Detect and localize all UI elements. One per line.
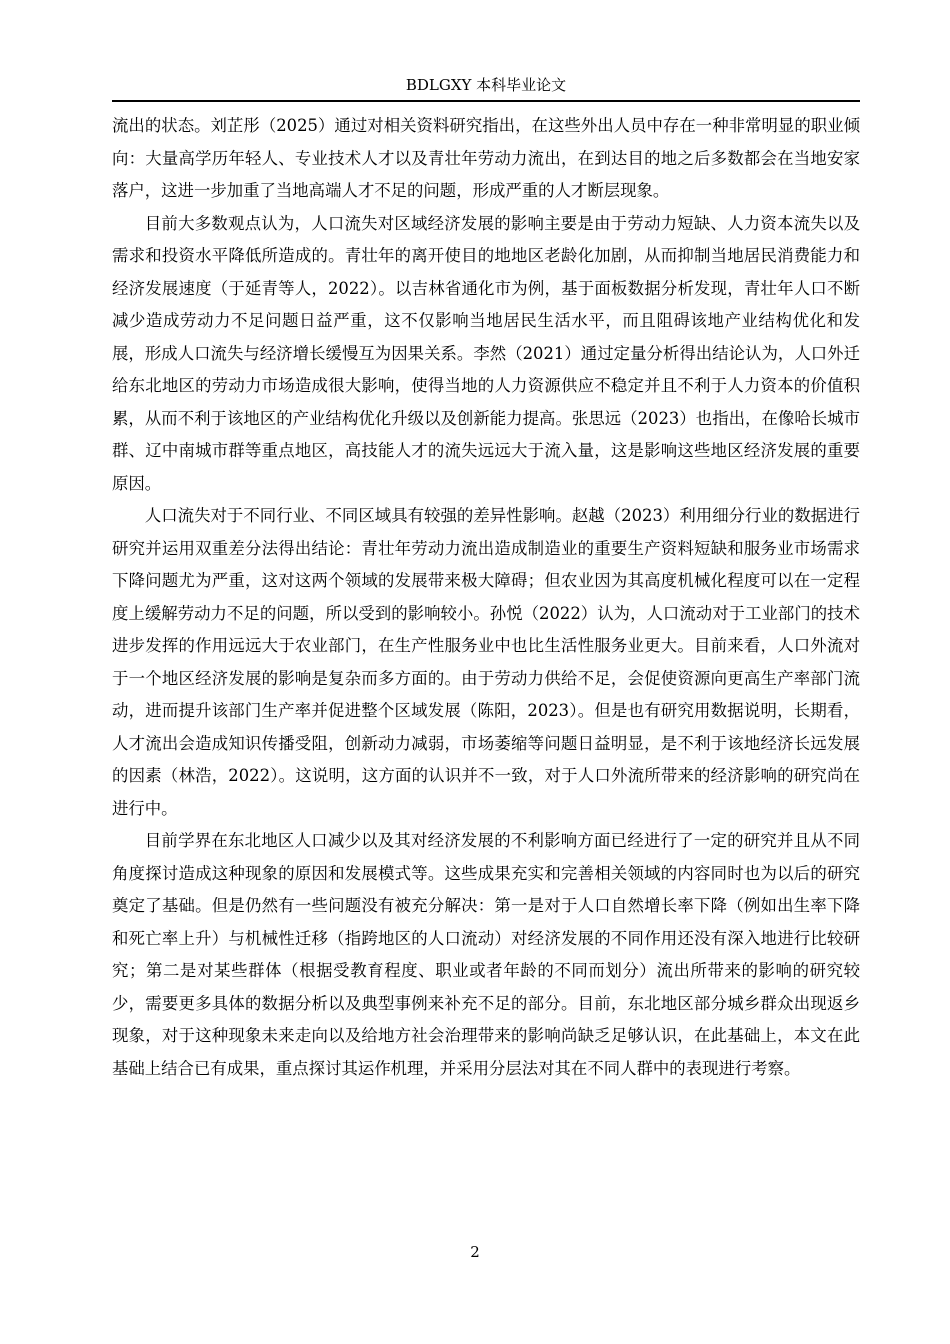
paragraph: 人口流失对于不同行业、不同区域具有较强的差异性影响。赵越（2023）利用细分行业的数据进行研究并运用双重差分法得出结论：青壮年劳动力流出造成制造业的重要生产资料短缺和服务业市场需求下降问题尤为严重，这对这两个领域的发展带来极大障碍；但农业因为其高度机械化程度可以在一定程度上缓解劳动力不足的问题，所以受到的影响较小。孙悦（2022）认为，人口流动对于工业部门的技术进步发挥的作用远远大于农业部门，在生产性服务业中也比生活性服务业更大。目前来看，人口外流对于一个地区经济发展的影响是复杂而多方面的。由于劳动力供给不足，会促使资源向更高生产率部门流动，进而提升该部门生产率并促进整个区域发展（陈阳，2023）。但是也有研究用数据说明，长期看，人才流出会造成知识传播受阻，创新动力减弱，市场萎缩等问题日益明显，是不利于该地经济长远发展的因素（林浩，2022）。这说明，这方面的认识并不一致，对于人口外流所带来的经济影响的研究尚在进行中。 bbox=[112, 506, 860, 818]
paragraph-continuation: 流出的状态。刘芷彤（2025）通过对相关资料研究指出，在这些外出人员中存在一种非常明显的职业倾向：大量高学历年轻人、专业技术人才以及青壮年劳动力流出，在到达目的地之后多数都会在当地安家落户，这进一步加重了当地高端人才不足的问题，形成严重的人才断层现象。 bbox=[112, 116, 860, 200]
page-header bbox=[112, 70, 860, 102]
body-text bbox=[112, 110, 860, 1085]
header-title: BDLGXY 本科毕业论文 bbox=[405, 76, 567, 94]
page-number: 2 bbox=[470, 1243, 480, 1261]
paragraph: 目前学界在东北地区人口减少以及其对经济发展的不利影响方面已经进行了一定的研究并且从不同角度探讨造成这种现象的原因和发展模式等。这些成果充实和完善相关领域的内容同时也为以后的研究奠定了基础。但是仍然有一些问题没有被充分解决：第一是对于人口自然增长率下降（例如出生率下降和死亡率上升）与机械性迁移（指跨地区的人口流动）对经济发展的不同作用还没有深入地进行比较研究；第二是对某些群体（根据受教育程度、职业或者年龄的不同而划分）流出所带来的影响的研究较少，需要更多具体的数据分析以及典型事例来补充不足的部分。目前，东北地区部分城乡群众出现返乡现象，对于这种现象未来走向以及给地方社会治理带来的影响尚缺乏足够认识，在此基础上，本文在此基础上结合已有成果，重点探讨其运作机理，并采用分层法对其在不同人群中的表现进行考察。 bbox=[112, 831, 860, 1078]
paragraph: 目前大多数观点认为，人口流失对区域经济发展的影响主要是由于劳动力短缺、人力资本流失以及需求和投资水平降低所造成的。青壮年的离开使目的地地区老龄化加剧，从而抑制当地居民消费能力和经济发展速度（于延青等人，2022）。以吉林省通化市为例，基于面板数据分析发现，青壮年人口不断减少造成劳动力不足问题日益严重，这不仅影响当地居民生活水平，而且阻碍该地产业结构优化和发展，形成人口流失与经济增长缓慢互为因果关系。李然（2021）通过定量分析得出结论认为，人口外迁给东北地区的劳动力市场造成很大影响，使得当地的人力资源供应不稳定并且不利于人力资本的价值积累，从而不利于该地区的产业结构优化升级以及创新能力提高。张思远（2023）也指出，在像哈长城市群、辽中南城市群等重点地区，高技能人才的流失远远大于流入量，这是影响这些地区经济发展的重要原因。 bbox=[112, 213, 860, 493]
